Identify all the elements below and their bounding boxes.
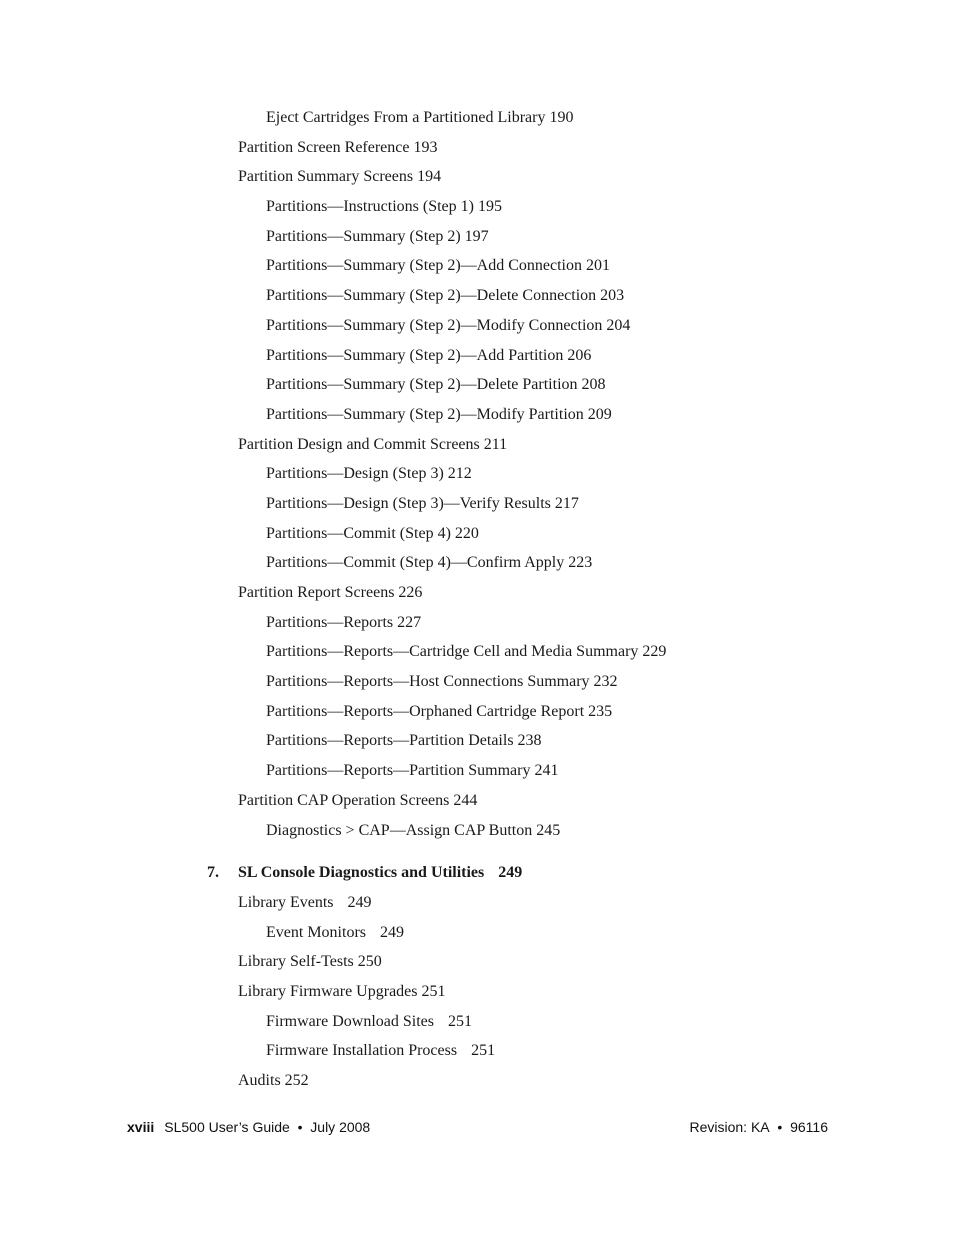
toc-entry[interactable] — [0, 489, 954, 519]
toc-entry-title: Library Self-Tests — [238, 953, 354, 971]
toc-entry-page: 251 — [421, 983, 446, 1001]
toc-entry-page: 194 — [417, 168, 442, 186]
toc-entry-title: Event Monitors — [266, 923, 366, 941]
toc-entry[interactable] — [0, 608, 954, 638]
toc-entry-title: Partitions—Summary (Step 2)—Modify Connection — [266, 316, 603, 334]
toc-entry-page: 212 — [447, 465, 472, 483]
toc-entry-page: 223 — [568, 554, 593, 572]
toc-entry-title: Partitions—Commit (Step 4) — [266, 524, 451, 542]
toc-entry[interactable] — [0, 281, 954, 311]
toc-entry-page: 249 — [347, 894, 372, 911]
toc-entry[interactable] — [0, 1066, 954, 1096]
toc-entry-title: Partitions—Reports—Cartridge Cell and Media Summary — [266, 643, 639, 661]
toc-entry-title: Firmware Download Sites — [266, 1012, 434, 1030]
toc-entry[interactable] — [0, 637, 954, 667]
footer-right — [689, 1117, 828, 1137]
page-footer — [0, 1117, 954, 1137]
toc-entry-title: Eject Cartridges From a Partitioned Library — [266, 109, 546, 126]
footer-revision: Revision: KA — [689, 1119, 770, 1135]
toc-entry[interactable] — [0, 918, 954, 948]
toc-entry-page: 201 — [585, 257, 610, 275]
toc-entry[interactable] — [0, 816, 954, 846]
toc-entry-page: 241 — [534, 762, 559, 780]
toc-entry-page: 249 — [380, 923, 404, 941]
toc-entry-title: Partitions—Summary (Step 2)—Add Connection — [266, 257, 582, 275]
toc-entry-page: 203 — [600, 287, 625, 305]
toc-entry-page: 232 — [593, 673, 618, 691]
toc-entry-page: 229 — [642, 643, 667, 661]
toc-entry-title: Partition Design and Commit Screens — [238, 435, 480, 453]
toc-entry-title: Partitions—Summary (Step 2)—Delete Connection — [266, 287, 597, 305]
toc-entry[interactable] — [0, 400, 954, 430]
chapter-title — [238, 858, 522, 888]
toc-entry-page: 226 — [398, 584, 423, 601]
toc-entry-title: Partitions—Instructions (Step 1) — [266, 198, 474, 216]
toc-entry-title: Firmware Installation Process — [266, 1042, 458, 1060]
toc-entry[interactable] — [0, 888, 954, 918]
toc-entry-page: 250 — [357, 953, 382, 971]
toc-entry[interactable] — [0, 726, 954, 756]
toc-entry-title: Partition CAP Operation Screens — [238, 791, 450, 809]
toc-entry-page: 227 — [397, 613, 422, 631]
toc-entry[interactable] — [0, 1007, 954, 1037]
toc-entry-page: 195 — [477, 198, 502, 216]
toc-entry[interactable] — [0, 697, 954, 727]
toc-entry-title: Partitions—Design (Step 3)—Verify Results — [266, 494, 551, 512]
toc-entry-title: Partitions—Reports—Orphaned Cartridge Report — [266, 702, 585, 720]
toc-entry-title: Partitions—Reports—Partition Summary — [266, 762, 531, 780]
toc-entry[interactable] — [0, 103, 954, 133]
chapter-title-text: SL Console Diagnostics and Utilities — [238, 864, 485, 881]
toc-entry-page: 235 — [588, 702, 613, 720]
toc-entry[interactable] — [0, 548, 954, 578]
toc-entry-page: 204 — [606, 316, 631, 334]
toc-entry-page: 197 — [464, 227, 489, 245]
toc-entry-title: Partitions—Summary (Step 2)—Add Partition — [266, 346, 564, 364]
footer-doc-number: 96116 — [790, 1119, 828, 1135]
toc-entry-page: 245 — [536, 821, 561, 839]
toc-entry[interactable] — [0, 667, 954, 697]
footer-doc-title: SL500 User’s Guide — [164, 1119, 290, 1135]
footer-date: July 2008 — [310, 1119, 371, 1135]
toc-entry-title: Partitions—Commit (Step 4)—Confirm Apply — [266, 554, 565, 572]
toc-section-before — [0, 103, 954, 845]
footer-separator: • — [297, 1119, 303, 1135]
toc-entry[interactable] — [0, 341, 954, 371]
toc-entry[interactable] — [0, 133, 954, 163]
toc-entry-title: Partitions—Summary (Step 2)—Modify Partition — [266, 405, 584, 423]
toc-entry[interactable] — [0, 519, 954, 549]
toc-entry-title: Partition Report Screens — [238, 584, 395, 601]
toc-entry-page: 206 — [567, 346, 592, 364]
toc-entry-title: Partitions—Design (Step 3) — [266, 465, 444, 483]
toc-section-after — [0, 888, 954, 1096]
toc-entry-page: 211 — [483, 435, 508, 453]
toc-entry-title: Library Firmware Upgrades — [238, 983, 418, 1001]
toc-entry-title: Diagnostics > CAP—Assign CAP Button — [266, 821, 533, 839]
toc-entry-page: 217 — [554, 494, 579, 512]
toc-entry-page: 190 — [549, 109, 574, 126]
toc-entry[interactable] — [0, 162, 954, 192]
chapter-heading[interactable] — [0, 858, 954, 888]
toc-entry-title: Library Events — [238, 894, 334, 911]
toc-entry-title: Partition Summary Screens — [238, 168, 414, 186]
toc-entry-title: Partitions—Reports—Host Connections Summary — [266, 673, 590, 691]
toc-entry-page: 251 — [447, 1012, 472, 1030]
toc-entry-title: Audits — [238, 1072, 281, 1090]
toc-entry-page: 209 — [587, 405, 612, 423]
toc-entry-title: Partition Screen Reference — [238, 138, 410, 156]
toc-entry[interactable] — [0, 192, 954, 222]
toc-entry-page: 244 — [453, 791, 478, 809]
toc-entry-page: 208 — [581, 376, 606, 394]
chapter-number: 7. — [207, 864, 219, 881]
toc-entry-page: 220 — [454, 524, 479, 542]
toc-entry[interactable] — [0, 430, 954, 460]
toc-entry[interactable] — [0, 459, 954, 489]
toc-entry[interactable] — [0, 251, 954, 281]
toc-entry[interactable] — [0, 947, 954, 977]
toc-entry[interactable] — [0, 370, 954, 400]
toc-entry-page: 252 — [284, 1072, 309, 1090]
toc-entry-page: 193 — [413, 138, 438, 156]
toc-entry[interactable] — [0, 786, 954, 816]
toc-entry-title: Partitions—Reports — [266, 613, 394, 631]
footer-separator-2: • — [777, 1119, 783, 1135]
toc-entry[interactable] — [0, 222, 954, 252]
toc-entry[interactable] — [0, 1036, 954, 1066]
toc-entry[interactable] — [0, 311, 954, 341]
footer-left — [127, 1117, 370, 1137]
toc-entry[interactable] — [0, 977, 954, 1007]
chapter-page: 249 — [498, 864, 523, 881]
toc-entry-title: Partitions—Reports—Partition Details — [266, 732, 514, 750]
toc-entry[interactable] — [0, 756, 954, 786]
toc-entry[interactable] — [0, 578, 954, 608]
toc-entry-page: 251 — [471, 1042, 496, 1060]
toc-entry-title: Partitions—Summary (Step 2) — [266, 227, 461, 245]
toc-entry-title: Partitions—Summary (Step 2)—Delete Partition — [266, 376, 578, 394]
toc-entry-page: 238 — [517, 732, 542, 750]
footer-page-number: xviii — [127, 1119, 155, 1135]
